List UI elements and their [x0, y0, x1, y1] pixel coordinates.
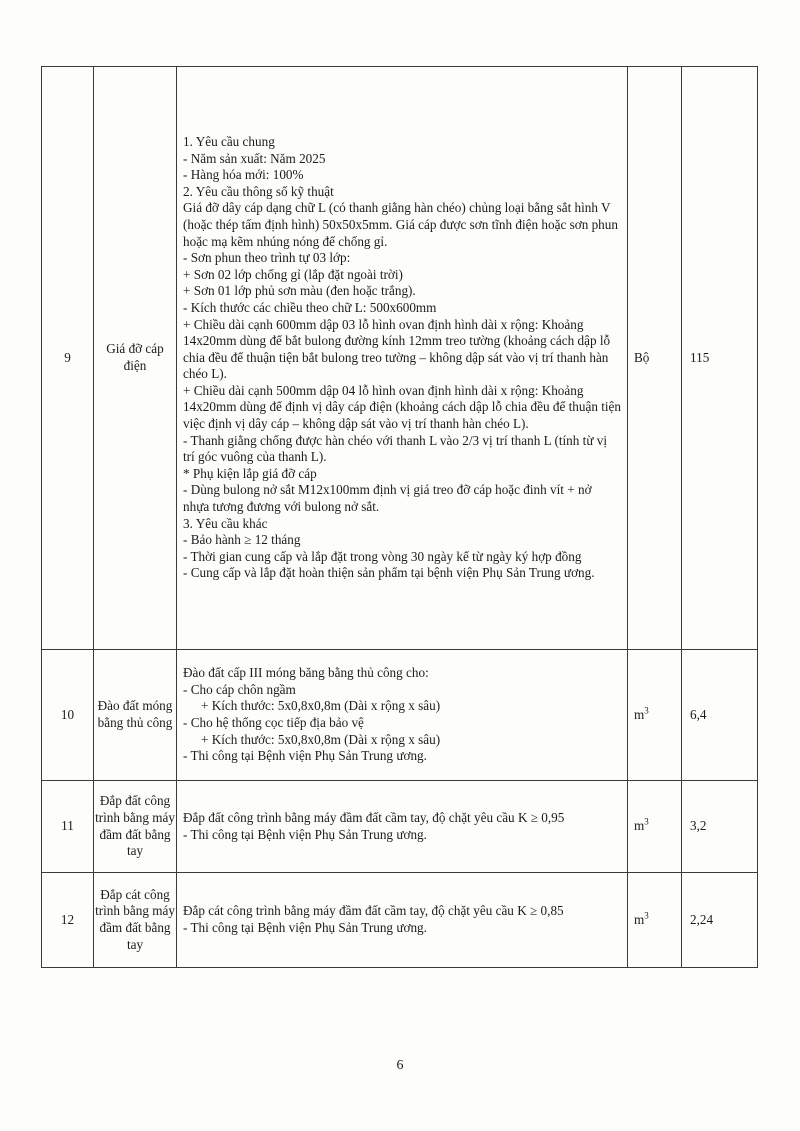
- description-line: 3. Yêu cầu khác: [183, 515, 268, 531]
- description-line: - Hàng hóa mới: 100%: [183, 167, 304, 183]
- description-line: Đắp cát công trình bằng máy đầm đất cầm tay, độ chặt yêu cầu K ≥ 0,85: [183, 903, 564, 919]
- description-line: + Chiều dài cạnh 500mm dập 04 lỗ hình ovan định hình dài x rộng: Khoảng 14x20mm dùng để định vị dây cáp điện (khoảng cách dập lỗ chia đều để thuận tiện việc định vị dây cáp – không dập sát vào vị trí thanh hàn chéo L).: [183, 382, 621, 432]
- table-row: [42, 67, 758, 650]
- unit-base: m: [634, 911, 645, 927]
- unit-exponent: 3: [644, 910, 649, 921]
- description-line: - Sơn phun theo trình tự 03 lớp:: [183, 250, 351, 266]
- description-line: - Năm sản xuất: Năm 2025: [183, 150, 326, 166]
- description-line: - Thanh giằng chống được hàn chéo với thanh L vào 2/3 vị trí thanh L (tính từ vị trí góc vuông của thanh L).: [183, 432, 608, 465]
- item-description: [177, 650, 628, 781]
- item-name: Giá đỡ cáp điện: [94, 67, 177, 650]
- item-description: [177, 873, 628, 968]
- description-line: Giá đỡ dây cáp dạng chữ L (có thanh giằng hàn chéo) chủng loại bằng sắt hình V (hoặc thép tấm định hình) 50x50x5mm. Giá cáp được sơn tĩnh điện hoặc sơn phun hoặc mạ kẽm nhúng nóng để chống gỉ.: [183, 200, 618, 249]
- description-line: - Cho hệ thống cọc tiếp địa bảo vệ: [183, 715, 364, 730]
- description-line: Đào đất cấp III móng băng bằng thủ công cho:: [183, 665, 429, 681]
- description-line: - Dùng bulong nở sắt M12x100mm định vị giá treo đỡ cáp hoặc đinh vít + nở nhựa tương đương với bulong nở sắt.: [183, 482, 592, 515]
- description-line: - Thời gian cung cấp và lắp đặt trong vòng 30 ngày kể từ ngày ký hợp đồng: [183, 548, 582, 564]
- item-name: Đắp đất công trình bằng máy đầm đất bằng tay: [94, 781, 177, 873]
- unit-base: m: [634, 818, 645, 834]
- description-line: - Thi công tại Bệnh viện Phụ Sản Trung ương.: [183, 826, 427, 842]
- description-line: + Chiều dài cạnh 600mm dập 03 lỗ hình ovan định hình dài x rộng: Khoảng 14x20mm dùng để bắt bulong đường kính 12mm treo tường (khoảng cách dập lỗ chia đều để thuận tiện bắt bulong treo tường – không dập sát vào vị trí thanh hàn chéo L).: [183, 316, 611, 382]
- description-line: - Kích thước các chiều theo chữ L: 500x600mm: [183, 299, 437, 315]
- description-line: 1. Yêu cầu chung: [183, 133, 275, 149]
- description-line: - Thi công tại Bệnh viện Phụ Sản Trung ương.: [183, 748, 427, 764]
- description-line: Đắp đất công trình bằng máy đầm đất cầm tay, độ chặt yêu cầu K ≥ 0,95: [183, 809, 565, 825]
- row-number: 9: [42, 67, 94, 650]
- unit-exponent: 3: [644, 705, 649, 716]
- unit-base: m: [634, 706, 645, 722]
- item-description: [177, 781, 628, 873]
- item-name: Đào đất móng bằng thủ công: [94, 650, 177, 781]
- unit: [628, 650, 682, 781]
- unit: Bộ: [628, 67, 682, 650]
- description-line: + Sơn 01 lớp phủ sơn màu (đen hoặc trắng).: [183, 283, 416, 299]
- quantity: 6,4: [682, 650, 758, 781]
- row-number: 11: [42, 781, 94, 873]
- description-line: - Cho cáp chôn ngầm: [183, 681, 296, 697]
- table-row: [42, 781, 758, 873]
- table-row: [42, 873, 758, 968]
- table-row: [42, 650, 758, 781]
- page-number: 6: [396, 1058, 404, 1073]
- description-line: - Cung cấp và lắp đặt hoàn thiện sản phẩm tại bệnh viện Phụ Sản Trung ương.: [183, 565, 595, 581]
- quantity: 3,2: [682, 781, 758, 873]
- description-line: - Thi công tại Bệnh viện Phụ Sản Trung ương.: [183, 920, 427, 935]
- description-line: + Kích thước: 5x0,8x0,8m (Dài x rộng x sâu): [201, 698, 441, 714]
- item-name: Đắp cát công trình bằng máy đầm đất bằng tay: [94, 873, 177, 968]
- quantity: 115: [682, 67, 758, 650]
- row-number: 10: [42, 650, 94, 781]
- item-description: [177, 67, 628, 650]
- description-line: 2. Yêu cầu thông số kỹ thuật: [183, 183, 334, 199]
- description-line: - Bảo hành ≥ 12 tháng: [183, 532, 301, 548]
- description-line: + Sơn 02 lớp chống gỉ (lắp đặt ngoài trời): [183, 266, 403, 282]
- margin-stamp-mark: [772, 666, 794, 806]
- unit-exponent: 3: [644, 816, 649, 827]
- unit: [628, 873, 682, 968]
- row-number: 12: [42, 873, 94, 968]
- description-line: * Phụ kiện lắp giá đỡ cáp: [183, 465, 317, 481]
- description-line: + Kích thước: 5x0,8x0,8m (Dài x rộng x sâu): [201, 731, 441, 747]
- unit: [628, 781, 682, 873]
- specification-table: [41, 66, 758, 968]
- quantity: 2,24: [682, 873, 758, 968]
